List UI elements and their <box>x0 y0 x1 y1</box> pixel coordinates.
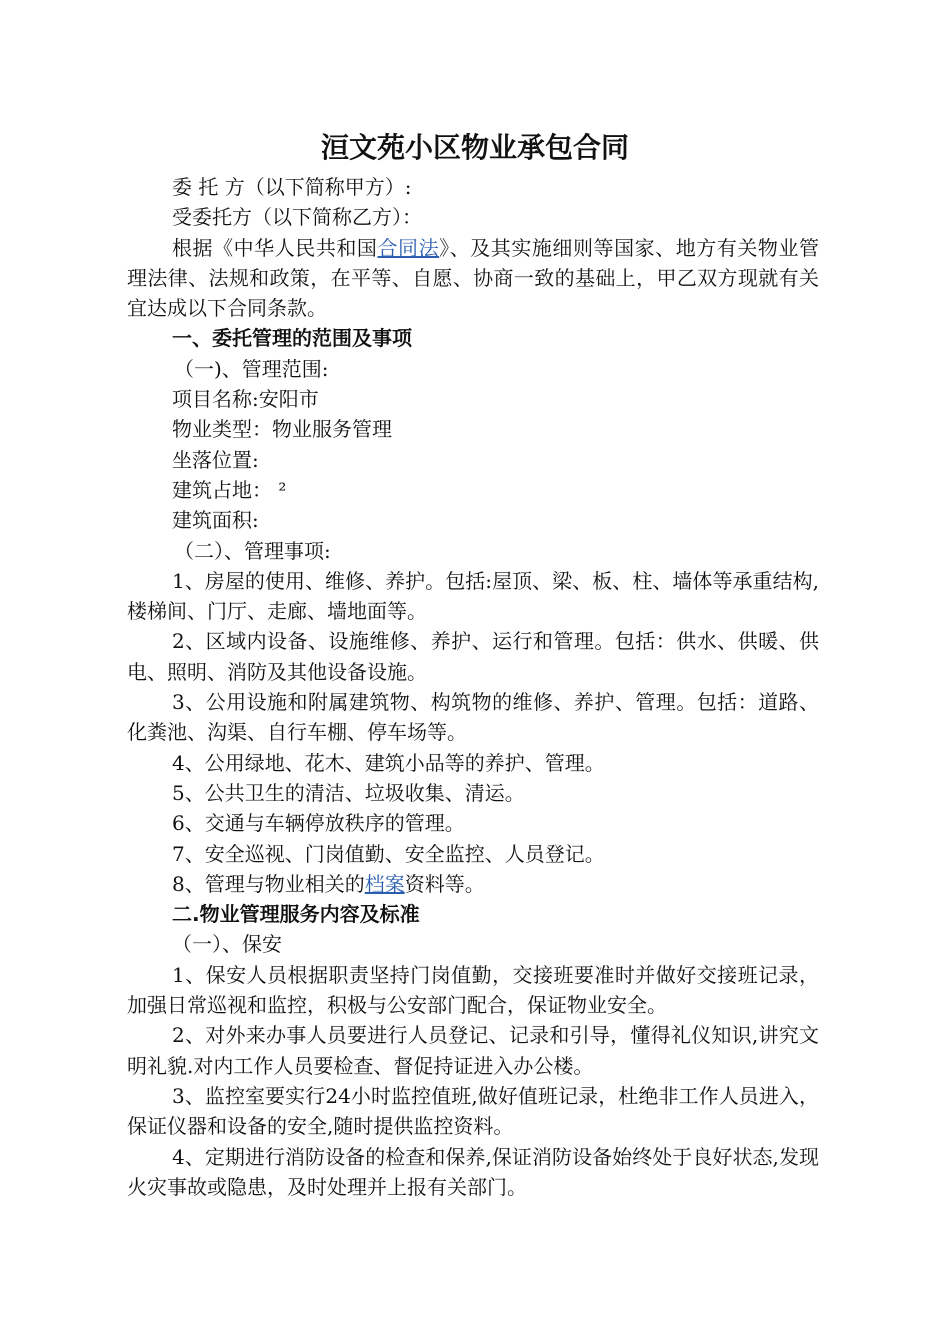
management-item: 6、交通与车辆停放秩序的管理。 <box>172 811 465 836</box>
item8-text-start: 8、管理与物业相关的 <box>172 871 365 896</box>
management-item: 4、公用绿地、花木、建筑小品等的养护、管理。 <box>172 750 605 775</box>
items-subheading: （二）、管理事项: <box>174 538 331 563</box>
section-2-heading: 二.物业管理服务内容及标准 <box>172 902 420 927</box>
document-title: 洹文苑小区物业承包合同 <box>320 131 629 164</box>
section-1-heading: 一、委托管理的范围及事项 <box>172 326 412 351</box>
contract-law-link[interactable]: 合同法 <box>377 235 440 260</box>
item8-text-end: 资料等。 <box>404 871 485 896</box>
management-item: 1、房屋的使用、维修、养护。包括:屋顶、梁、板、柱、墙体等承重结构,楼梯间、门厅、走廊、墙地面等。 <box>127 568 819 624</box>
security-subheading: （一）、保安 <box>172 932 282 957</box>
project-name-field: 项目名称:安阳市 <box>172 387 319 412</box>
management-item: 7、安全巡视、门岗值勤、安全监控、人员登记。 <box>172 841 605 866</box>
scope-subheading: （一)、管理范围: <box>174 356 329 381</box>
intro-paragraph <box>127 233 819 324</box>
security-item: 2、对外来办事人员要进行人员登记、记录和引导，懂得礼仪知识,讲究文明礼貌.对内工作人员要检查、督促持证进入办公楼。 <box>127 1023 819 1078</box>
land-area-field: 建筑占地： ² <box>172 477 287 502</box>
location-field: 坐落位置: <box>172 447 259 472</box>
management-item <box>127 869 819 899</box>
document-body <box>127 172 819 1202</box>
party-a-line: 委 托 方（以下简称甲方）: <box>172 175 412 199</box>
party-b-line: 受委托方（以下简称乙方）： <box>172 205 422 230</box>
intro-text-end: 》、及其实施细则等国家、地方有关物业管理法律、法规和政策，在平等、自愿、协商一致的基础上，甲乙双方现就有关宜达成以下合同条款。 <box>127 235 820 321</box>
security-item: 1、保安人员根据职责坚持门岗值勤，交接班要准时并做好交接班记录，加强日常巡视和监控，积极与公安部门配合，保证物业安全。 <box>127 962 819 1018</box>
security-item: 3、监控室要实行24小时监控值班,做好值班记录，杜绝非工作人员进入，保证仪器和设备的安全,随时提供监控资料。 <box>127 1083 819 1139</box>
management-item: 3、公用设施和附属建筑物、构筑物的维修、养护、管理。包括：道路、化粪池、沟渠、自行车棚、停车场等。 <box>127 690 819 745</box>
building-area-field: 建筑面积: <box>172 508 259 533</box>
management-item: 2、区域内设备、设施维修、养护、运行和管理。包括：供水、供暖、供电、照明、消防及其他设备设施。 <box>127 629 819 684</box>
archives-link[interactable]: 档案 <box>364 871 405 896</box>
intro-text-start: 根据《中华人民共和国 <box>172 235 378 260</box>
property-type-field: 物业类型：物业服务管理 <box>172 417 392 442</box>
security-item: 4、定期进行消防设备的检查和保养,保证消防设备始终处于良好状态,发现火灾事故或隐患，及时处理并上报有关部门。 <box>127 1144 819 1199</box>
management-item: 5、公共卫生的清洁、垃圾收集、清运。 <box>172 780 525 805</box>
